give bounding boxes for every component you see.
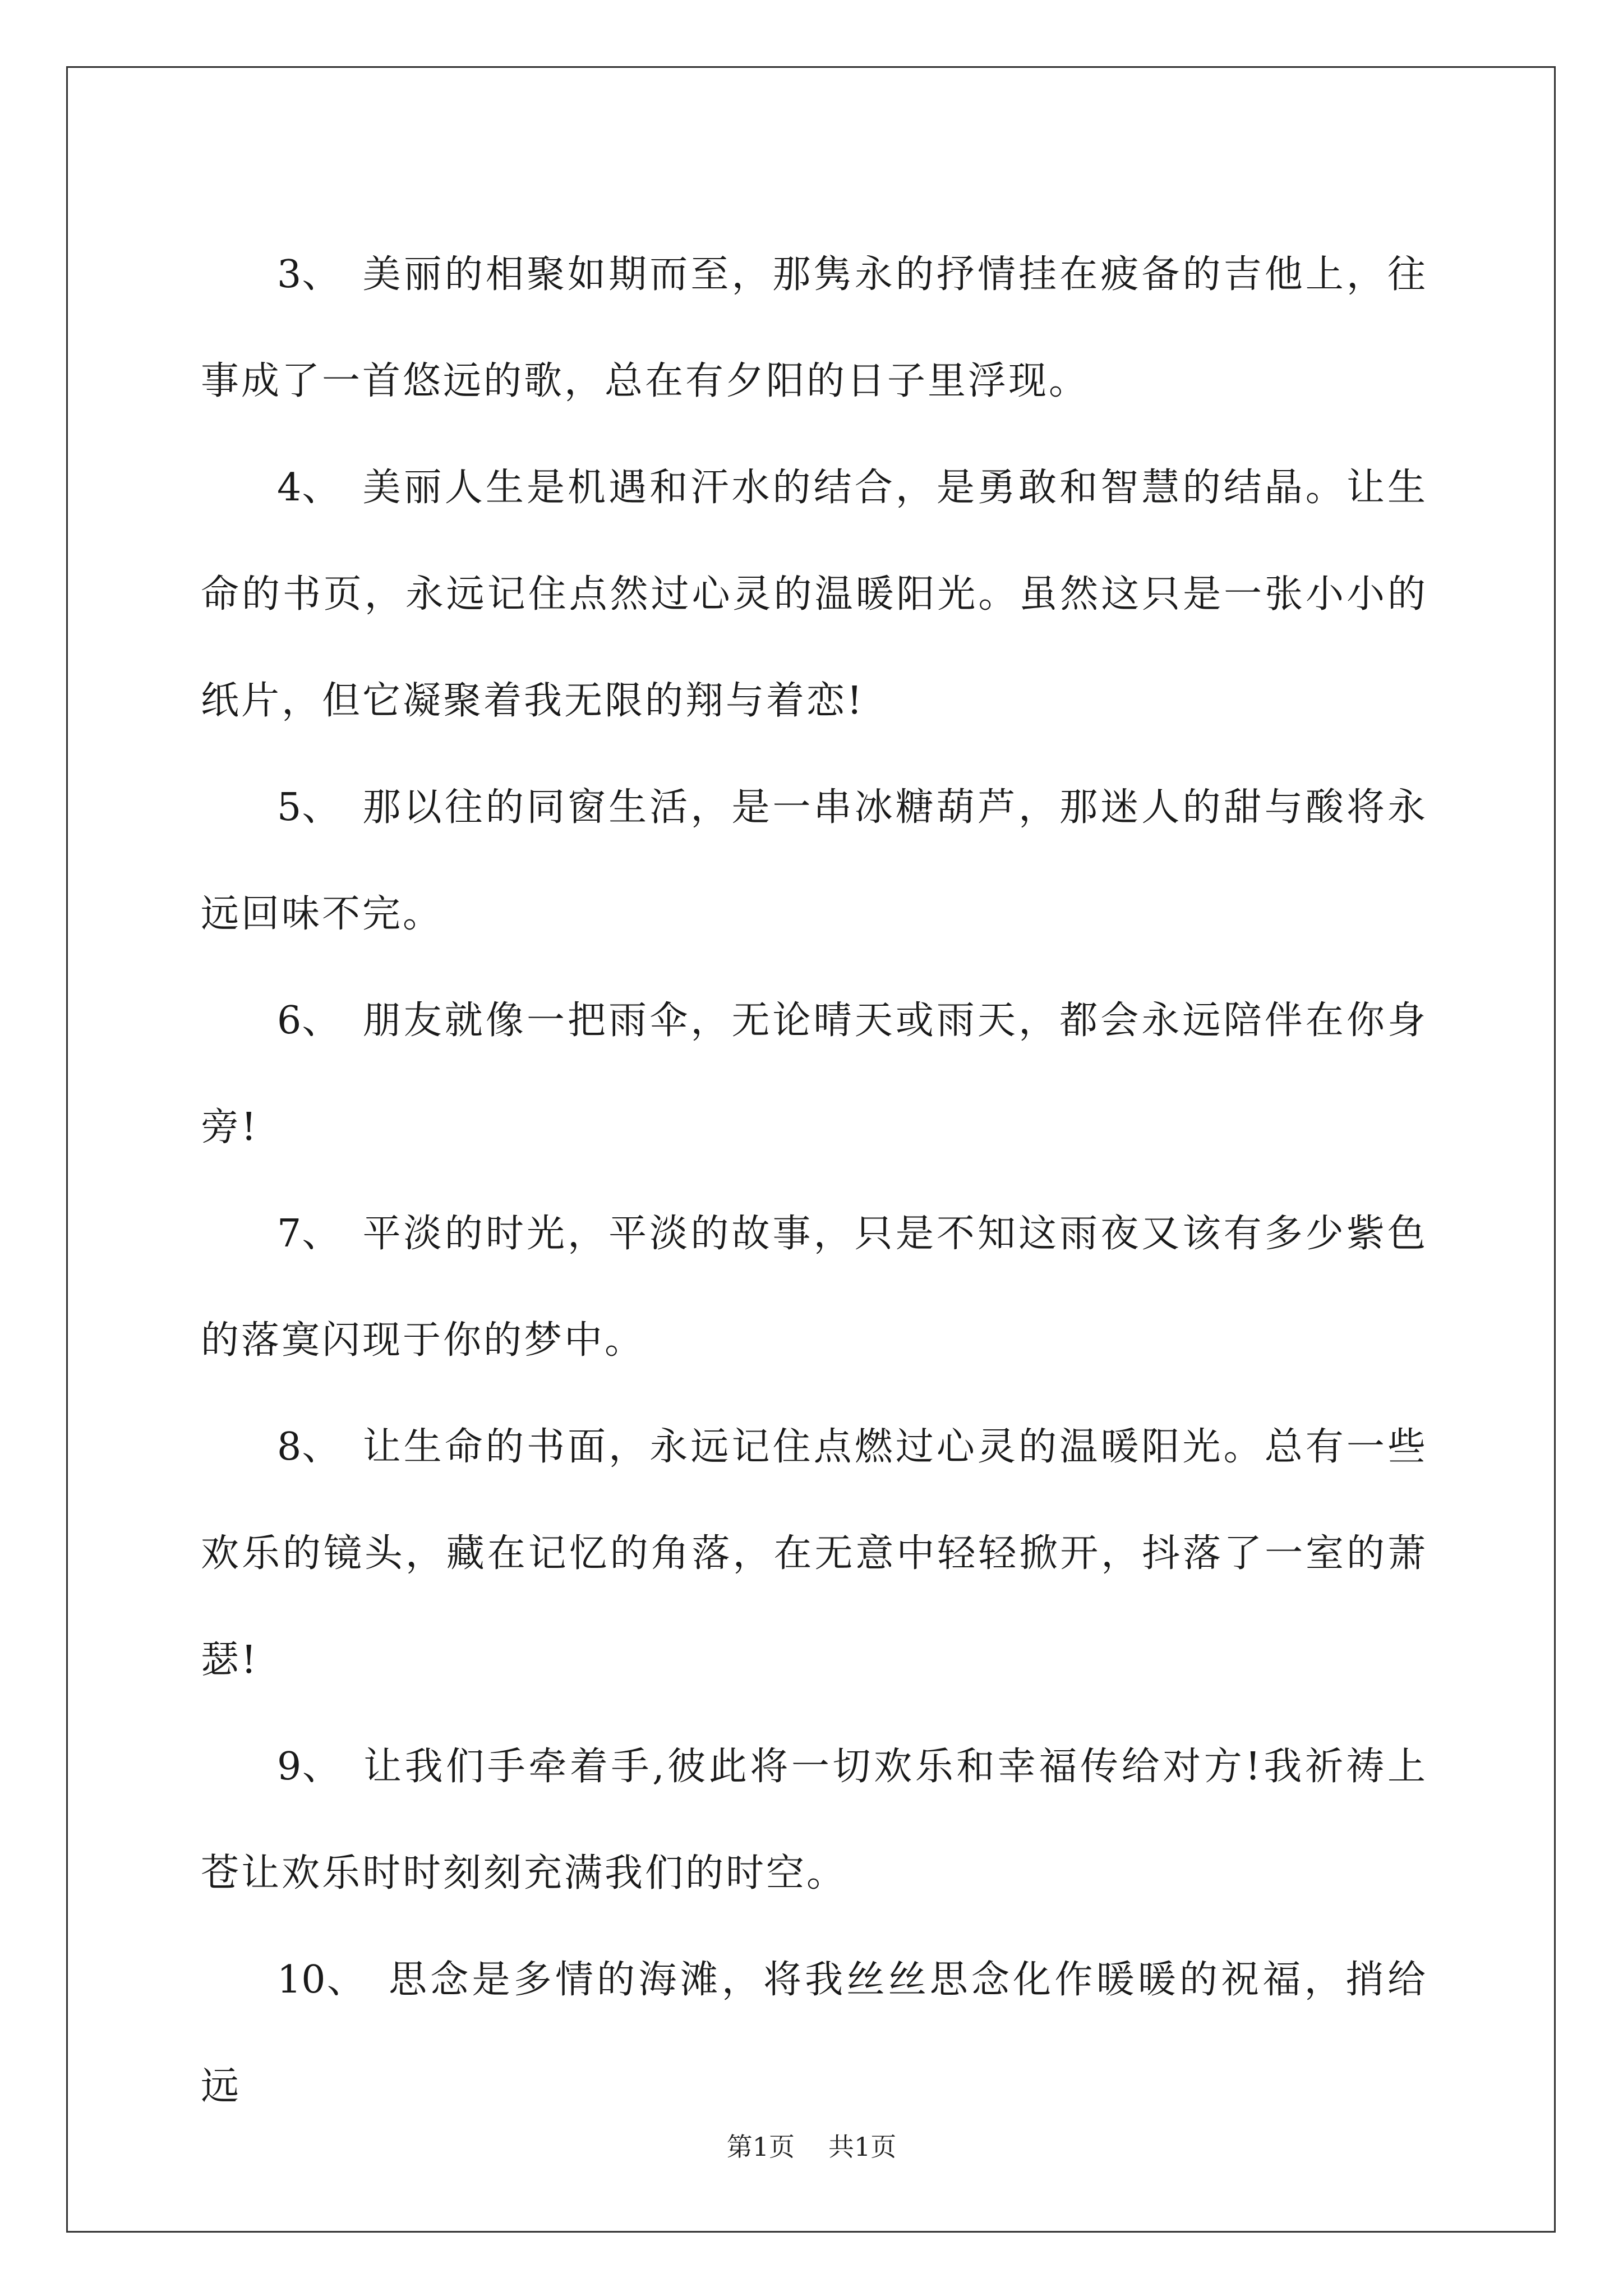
page-footer <box>0 2130 1623 2164</box>
paragraph-number: 4、 <box>277 466 341 510</box>
paragraph-3 <box>201 222 1428 435</box>
paragraph-text: 思念是多情的海滩，将我丝丝思念化作暖暖的祝福，捎给远 <box>201 1958 1428 2109</box>
paragraph-number: 3、 <box>277 252 341 297</box>
paragraph-8 <box>201 1394 1428 1714</box>
paragraph-6 <box>201 968 1428 1181</box>
paragraph-4 <box>201 435 1428 754</box>
paragraph-text: 美丽的相聚如期而至，那隽永的抒情挂在疲备的吉他上，往事成了一首悠远的歌，总在有夕阳的日子里浮现。 <box>201 252 1428 403</box>
paragraph-number: 7、 <box>277 1212 341 1256</box>
paragraph-text: 那以往的同窗生活，是一串冰糖葫芦，那迷人的甜与酸将永远回味不完。 <box>201 785 1428 936</box>
page-number-current: 第1页 <box>726 2132 795 2162</box>
paragraph-number: 8、 <box>277 1425 341 1469</box>
paragraph-text: 美丽人生是机遇和汗水的结合，是勇敢和智慧的结晶。让生命的书页，永远记住点然过心灵的温暖阳光。虽然这只是一张小小的纸片，但它凝聚着我无限的翔与着恋! <box>201 466 1428 723</box>
paragraph-text: 朋友就像一把雨伞，无论晴天或雨天，都会永远陪伴在你身旁! <box>201 999 1428 1149</box>
paragraph-7 <box>201 1181 1428 1394</box>
paragraph-5 <box>201 754 1428 968</box>
paragraph-number: 10、 <box>277 1958 366 2002</box>
paragraph-10 <box>201 1927 1428 2140</box>
paragraph-text: 平淡的时光，平淡的故事，只是不知这雨夜又该有多少紫色的落寞闪现于你的梦中。 <box>201 1212 1428 1363</box>
paragraph-text: 让我们手牵着手,彼此将一切欢乐和幸福传给对方!我祈祷上苍让欢乐时时刻刻充满我们的时空。 <box>201 1745 1428 1895</box>
paragraph-text: 让生命的书面，永远记住点燃过心灵的温暖阳光。总有一些欢乐的镜头，藏在记忆的角落，在无意中轻轻掀开，抖落了一室的萧瑟! <box>201 1425 1428 1682</box>
document-body <box>201 222 1428 2140</box>
paragraph-number: 9、 <box>277 1745 342 1789</box>
paragraph-9 <box>201 1714 1428 1927</box>
paragraph-number: 6、 <box>277 999 341 1043</box>
paragraph-number: 5、 <box>277 785 341 830</box>
page-number-total: 共1页 <box>828 2132 897 2162</box>
